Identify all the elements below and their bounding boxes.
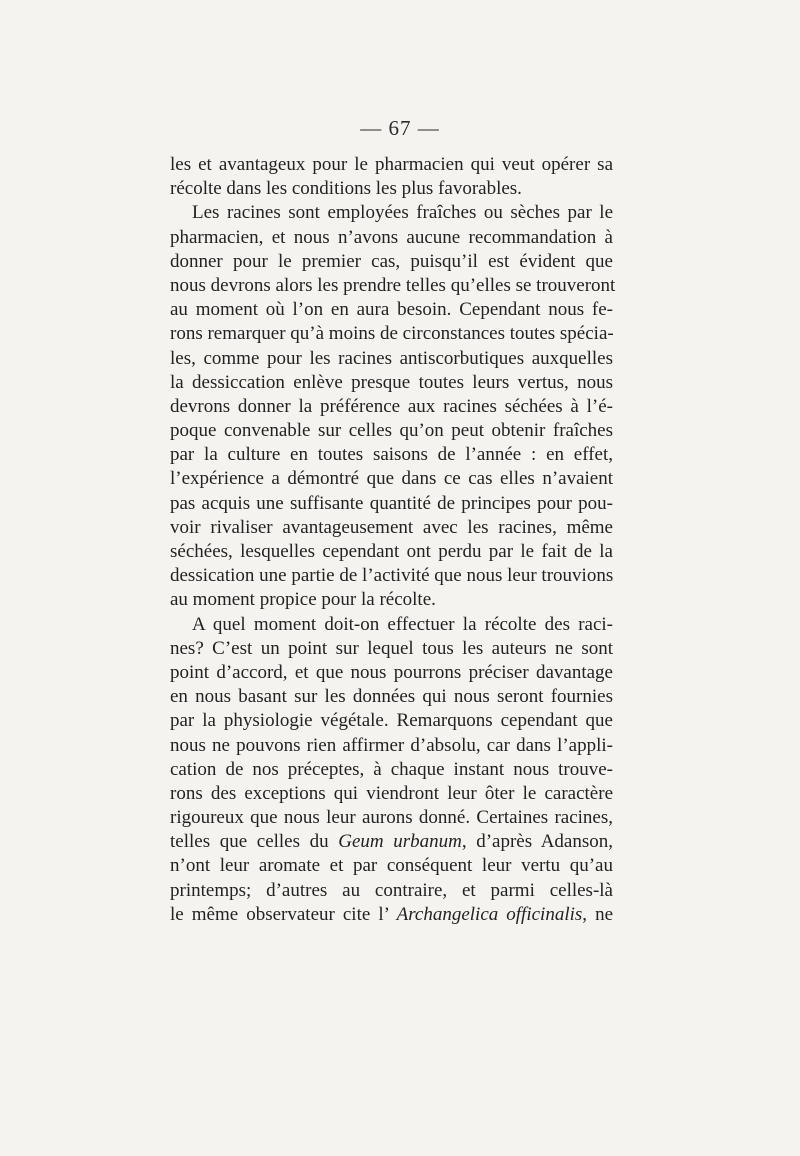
text-line: [170, 492, 613, 516]
text-line-content: A quel moment doit-on effectuer la récolte des raci-: [192, 613, 613, 635]
text-line: [170, 395, 613, 419]
text-line: [170, 540, 613, 564]
text-line-content: par la physiologie végétale. Remarquons cependant que: [170, 710, 613, 732]
text-line-content: n’ont leur aromate et par conséquent leur vertu qu’au: [170, 855, 613, 877]
text-line-content: dessication une partie de l’activité que nous leur trouvions: [170, 565, 614, 587]
text-line-content: point d’accord, et que nous pourrons préciser davantage: [170, 661, 613, 683]
text-line: [170, 854, 613, 878]
text-line-content: par la culture en toutes saisons de l’année : en effet,: [170, 444, 613, 466]
text-line-content: nous devrons alors les prendre telles qu’elles se trouveront: [170, 274, 616, 296]
text-line: [170, 758, 613, 782]
text-line: [170, 637, 613, 661]
text-line-content: Les racines sont employées fraîches ou sèches par le: [192, 202, 613, 224]
text-line-content: printemps; d’autres au contraire, et parmi celles-là: [170, 879, 613, 901]
text-line: [170, 613, 613, 637]
text-line-content: rons remarquer qu’à moins de circonstances toutes spécia-: [170, 323, 614, 345]
text-line: [170, 419, 613, 443]
text-line: [170, 274, 616, 298]
text-line: [170, 661, 613, 685]
text-line: [170, 226, 613, 250]
text-line-content: nous ne pouvons rien affirmer d’absolu, car dans l’appli-: [170, 734, 613, 756]
text-line: [170, 371, 613, 395]
text-line: [170, 298, 613, 322]
text-line: [170, 782, 613, 806]
text-line-content: au moment propice pour la récolte.: [170, 589, 436, 611]
text-line: [170, 467, 613, 491]
text-line-content: cation de nos préceptes, à chaque instant nous trouve-: [170, 758, 613, 780]
text-line-content: l’expérience a démontré que dans ce cas elles n’avaient: [170, 468, 613, 490]
text-line-content: pharmacien, et nous n’avons aucune recommandation à: [170, 226, 613, 248]
text-line: [170, 516, 613, 540]
text-line: [170, 201, 613, 225]
text-line-content: donner pour le premier cas, puisqu’il est évident que: [170, 250, 613, 272]
text-line: [170, 685, 613, 709]
text-line: [170, 177, 613, 201]
text-line-content: telles que celles du: [170, 831, 329, 853]
text-line-content: en nous basant sur les données qui nous seront fournies: [170, 686, 613, 708]
text-line: [170, 588, 613, 612]
page-number: — 67 —: [360, 116, 440, 140]
text-line: [170, 322, 613, 346]
text-line-content: au moment où l’on en aura besoin. Cependant nous fe-: [170, 299, 613, 321]
text-line-content: les, comme pour les racines antiscorbutiques auxquelles: [170, 347, 613, 369]
text-line: [170, 879, 613, 903]
text-line: [170, 806, 613, 830]
text-line-content: le même observateur cite l’: [170, 903, 389, 925]
text-line-content: récolte dans les conditions les plus favorables.: [170, 178, 522, 200]
text-line: [170, 564, 613, 588]
text-line-content: nes? C’est un point sur lequel tous les auteurs ne sont: [170, 637, 613, 659]
text-line-content: rigoureux que nous leur aurons donné. Certaines racines,: [170, 807, 613, 829]
italic-term: Archangelica officinalis: [396, 903, 583, 925]
text-line: [170, 153, 613, 177]
text-line: [170, 250, 613, 274]
text-line-content: devrons donner la préférence aux racines séchées à l’é-: [170, 395, 613, 417]
text-line: [170, 734, 613, 758]
text-line: [170, 903, 613, 927]
text-line: [170, 347, 613, 371]
text-line: [170, 709, 613, 733]
text-line-content: voir rivaliser avantageusement avec les racines, même: [170, 516, 613, 538]
text-line-content: poque convenable sur celles qu’on peut obtenir fraîches: [170, 420, 613, 442]
italic-term: Geum urbanum: [338, 831, 462, 853]
text-line-tail: , ne: [582, 903, 614, 925]
text-line: [170, 830, 613, 854]
body-text: [170, 153, 616, 927]
text-line-tail: , d’après Adanson,: [461, 831, 614, 853]
text-line-content: rons des exceptions qui viendront leur ôter le caractère: [170, 782, 613, 804]
text-line-content: séchées, lesquelles cependant ont perdu par le fait de la: [170, 541, 613, 562]
text-line-content: la dessiccation enlève presque toutes leurs vertus, nous: [170, 371, 613, 393]
text-line-content: les et avantageux pour le pharmacien qui veut opérer sa: [170, 154, 613, 175]
text-line: [170, 443, 613, 467]
text-line-content: pas acquis une suffisante quantité de principes pour pou-: [170, 492, 613, 514]
